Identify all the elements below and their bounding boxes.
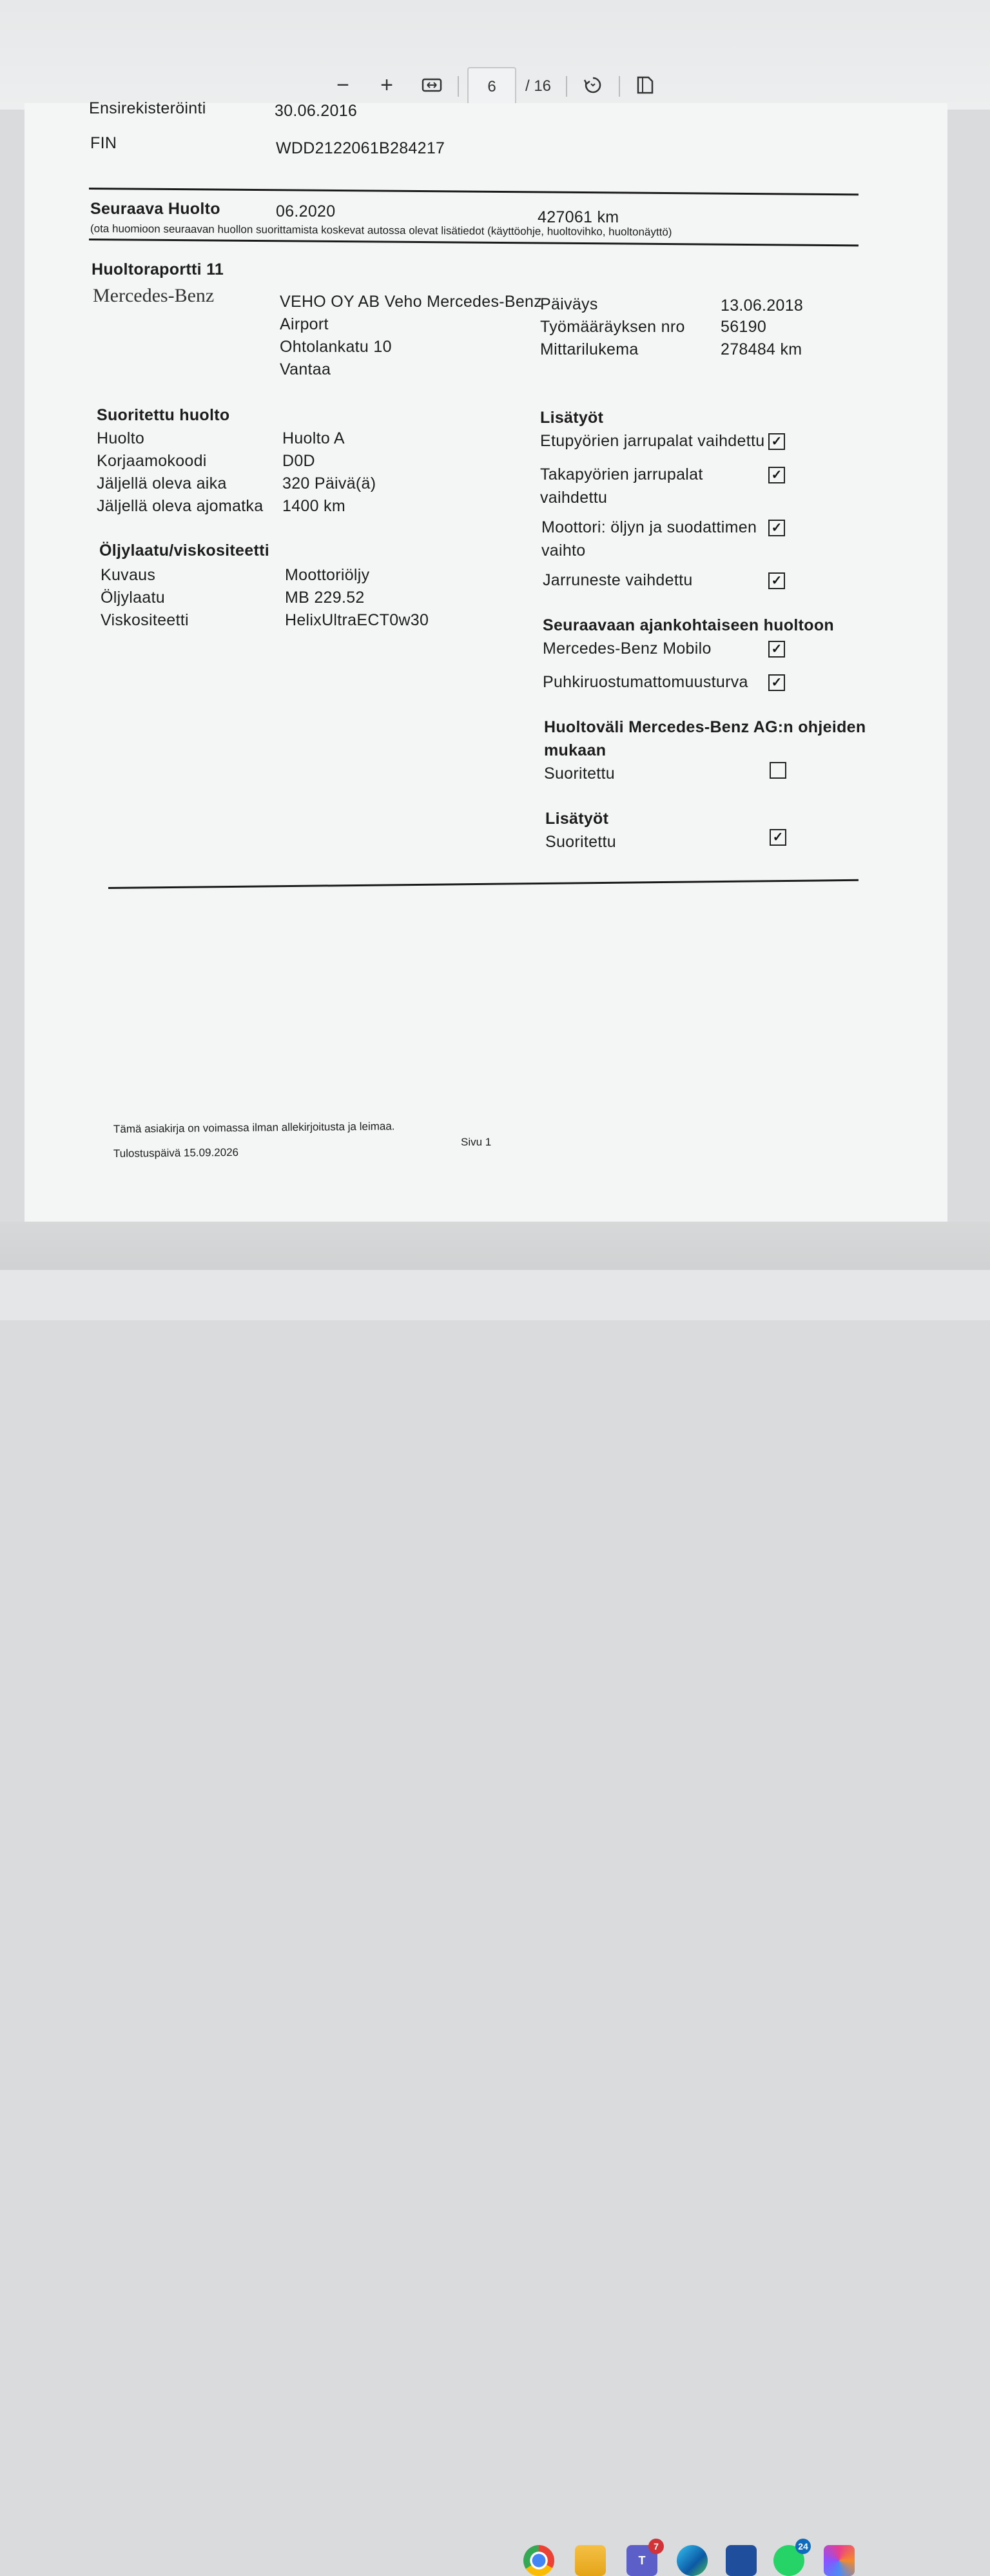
checkbox[interactable]: [768, 433, 785, 450]
page-view-button[interactable]: [630, 72, 661, 98]
extra-item-label-cont: vaihto: [541, 542, 586, 560]
service-value: Huolto A: [282, 429, 345, 447]
remaining-distance-value: 1400 km: [282, 497, 345, 515]
store-icon[interactable]: [726, 2545, 757, 2576]
oil-grade-value: MB 229.52: [285, 589, 365, 607]
dealer-line: Ohtolankatu 10: [280, 338, 392, 356]
report-title: Huoltoraportti 11: [92, 260, 224, 278]
interval-item-label: Suoritettu: [544, 765, 616, 783]
first-registration-label: Ensirekisteröinti: [89, 99, 206, 117]
extra-item-label: Moottori: öljyn ja suodattimen: [541, 518, 757, 536]
viscosity-label: Viskositeetti: [101, 611, 189, 629]
teams-icon[interactable]: T 7: [626, 2545, 657, 2576]
extras-done-item-label: Suoritettu: [545, 833, 617, 851]
page-number-input[interactable]: [467, 67, 516, 107]
rotate-icon: [583, 75, 603, 95]
toolbar-divider: [458, 76, 459, 97]
current-page: 6: [487, 78, 496, 95]
dealer-line: VEHO OY AB Veho Mercedes-Benz: [280, 293, 543, 311]
next-current-item: Mercedes-Benz Mobilo: [543, 639, 712, 658]
minus-icon: −: [336, 72, 349, 97]
remaining-time-value: 320 Päivä(ä): [282, 474, 376, 493]
page-view-icon: [636, 75, 656, 95]
page-footer-number: Sivu 1: [461, 1136, 492, 1148]
divider-line: [108, 879, 859, 889]
notification-badge: 24: [795, 2539, 811, 2554]
next-service-label: Seuraava Huolto: [90, 200, 220, 218]
report-date-value: 13.06.2018: [721, 297, 804, 315]
checkmark-icon: ✓: [771, 434, 782, 449]
remaining-time-label: Jäljellä oleva aika: [97, 474, 227, 493]
next-service-note: (ota huomioon seuraavan huollon suorittamista koskevat autossa olevat lisätiedot (käyttöohje, huoltovihko, huoltonäyttö): [90, 222, 672, 239]
interval-heading: Huoltoväli Mercedes-Benz AG:n ohjeiden: [544, 718, 866, 736]
oil-description-value: Moottoriöljy: [285, 566, 370, 584]
fit-width-button[interactable]: [416, 72, 447, 98]
total-pages: / 16: [525, 77, 552, 95]
odometer-value: 278484 km: [721, 340, 802, 358]
dealer-address: [280, 293, 542, 383]
work-order-label: Työmääräyksen nro: [540, 318, 685, 336]
work-order-value: 56190: [721, 318, 767, 336]
performed-heading: Suoritettu huolto: [97, 406, 230, 424]
checkmark-icon: ✓: [771, 676, 782, 690]
checkmark-icon: ✓: [772, 830, 784, 844]
first-registration-value: 30.06.2016: [275, 102, 358, 120]
checkbox[interactable]: [768, 467, 785, 483]
oil-description-label: Kuvaus: [101, 566, 156, 584]
notification-badge: 7: [648, 2539, 664, 2554]
odometer-label: Mittarilukema: [540, 340, 639, 358]
checkbox[interactable]: [768, 520, 785, 536]
report-date-label: Päiväys: [540, 295, 598, 313]
pdf-toolbar: [0, 0, 990, 110]
checkmark-icon: ✓: [771, 642, 782, 656]
workshop-code-label: Korjaamokoodi: [97, 452, 207, 470]
edge-icon[interactable]: [677, 2545, 708, 2576]
checkbox[interactable]: [768, 641, 785, 658]
toolbar-divider: [566, 76, 567, 97]
workshop-code-value: D0D: [282, 452, 315, 470]
extra-item-label: Jarruneste vaihdettu: [543, 571, 693, 589]
checkbox[interactable]: [768, 572, 785, 589]
checkbox[interactable]: [770, 829, 786, 846]
oil-heading: Öljylaatu/viskositeetti: [99, 542, 269, 560]
next-service-date: 06.2020: [276, 202, 336, 220]
checkbox[interactable]: [768, 674, 785, 691]
next-current-item: Puhkiruostumattomuusturva: [543, 673, 748, 691]
remaining-distance-label: Jäljellä oleva ajomatka: [97, 497, 264, 515]
checkmark-icon: ✓: [771, 521, 782, 535]
chrome-icon[interactable]: [523, 2545, 554, 2576]
extra-item-label: Etupyörien jarrupalat vaihdettu: [540, 432, 765, 450]
print-date: Tulostuspäivä 15.09.2026: [113, 1146, 239, 1160]
fin-value: WDD2122061B284217: [276, 139, 445, 157]
extra-item-label: Takapyörien jarrupalat: [540, 465, 703, 483]
interval-heading-cont: mukaan: [544, 741, 607, 759]
extras-done-heading: Lisätyöt: [545, 810, 609, 828]
checkmark-icon: ✓: [771, 574, 782, 588]
viscosity-value: HelixUltraECT0w30: [285, 611, 429, 629]
oil-grade-label: Öljylaatu: [101, 589, 165, 607]
next-service-km: 427061 km: [538, 208, 619, 226]
checkbox[interactable]: [770, 762, 786, 779]
extras-heading: Lisätyöt: [540, 409, 604, 427]
fin-label: FIN: [90, 134, 117, 152]
rotate-button[interactable]: [578, 72, 608, 98]
service-label: Huolto: [97, 429, 145, 447]
brand-name: Mercedes-Benz: [93, 285, 215, 306]
zoom-out-button[interactable]: [327, 72, 358, 98]
file-explorer-icon[interactable]: [575, 2545, 606, 2576]
toolbar-divider: [619, 76, 620, 97]
plus-icon: +: [380, 72, 393, 97]
next-current-heading: Seuraavaan ajankohtaiseen huoltoon: [543, 616, 834, 634]
dealer-line: Airport: [280, 315, 329, 333]
m365-icon[interactable]: [824, 2545, 855, 2576]
fit-width-icon: [422, 77, 442, 93]
extra-item-label-cont: vaihdettu: [540, 489, 608, 507]
divider-line: [89, 188, 859, 195]
validity-note: Tämä asiakirja on voimassa ilman allekirjoitusta ja leimaa.: [113, 1120, 395, 1135]
whatsapp-icon[interactable]: [773, 2541, 808, 2576]
dealer-line: Vantaa: [280, 360, 331, 378]
document-page: [24, 99, 947, 1222]
taskbar: [0, 1270, 990, 2567]
checkmark-icon: ✓: [771, 468, 782, 482]
zoom-in-button[interactable]: [371, 72, 402, 98]
divider-line: [89, 239, 859, 246]
